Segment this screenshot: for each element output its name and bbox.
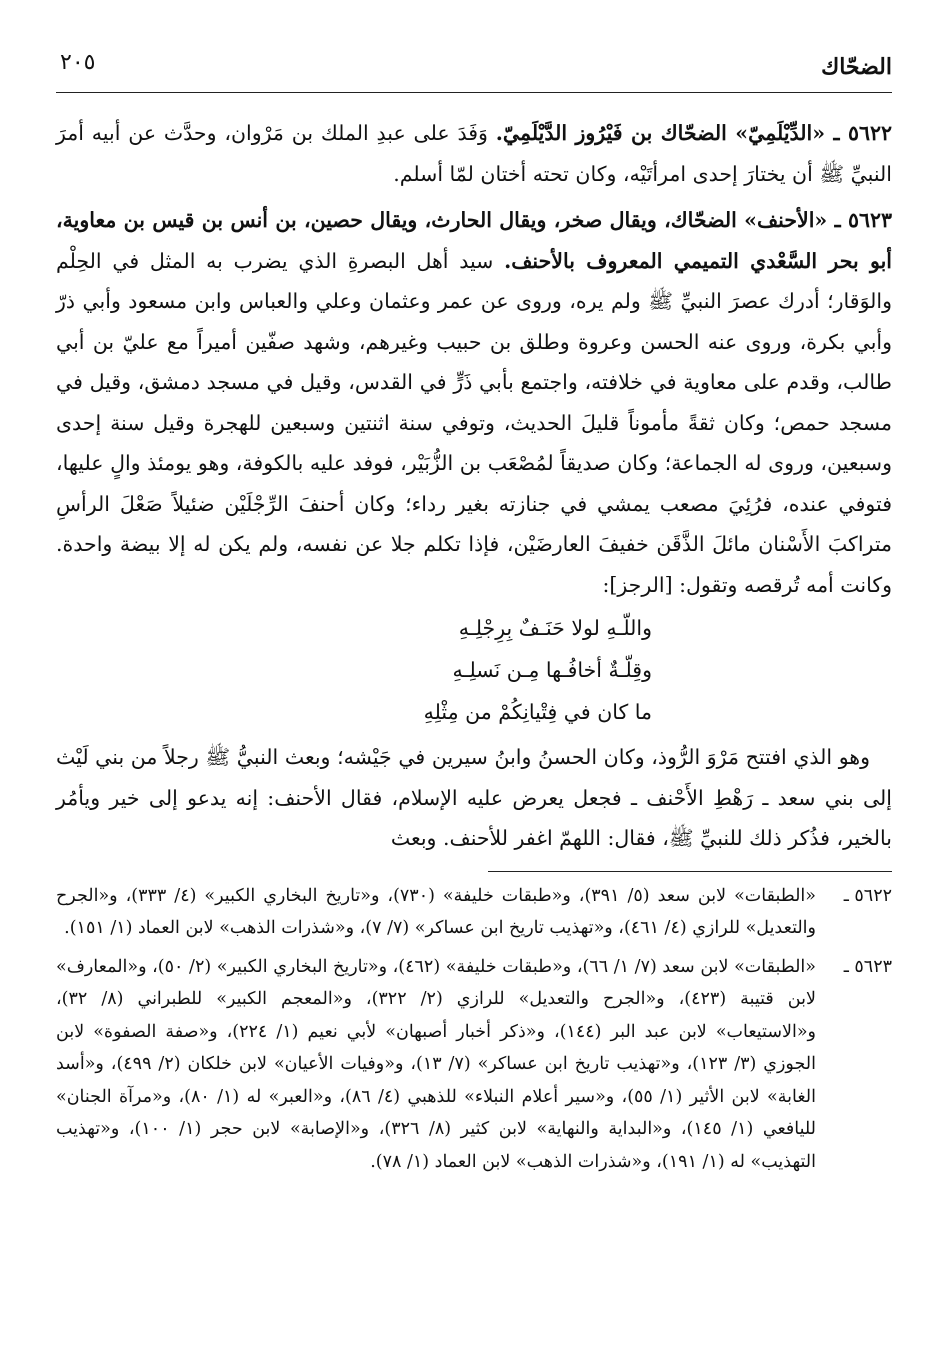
footnotes xyxy=(56,880,892,1179)
entry-number: ٥٦٢٢ ـ xyxy=(825,121,893,145)
poem xyxy=(56,607,892,733)
main-text xyxy=(56,113,892,859)
book-page xyxy=(56,44,892,1344)
footnote-divider xyxy=(488,871,892,872)
footnote-5623 xyxy=(56,951,892,1179)
entry-5622 xyxy=(56,113,892,194)
entry-5623 xyxy=(56,200,892,605)
page-header xyxy=(56,44,892,93)
running-title: الضحّاك xyxy=(821,54,892,80)
entry-heading: «الأحنف» الضحّاك، ويقال صخر، ويقال الحارث، ويقال حصين، بن أنس بن قيس بن معاوية، أبو بحر السَّعْدي التميمي المعروف بالأحنف. xyxy=(56,208,892,273)
footnote-text: «الطبقات» لابن سعد (٧/ ١/ ٦٦)، و«طبقات خليفة» (٤٦٢)، و«تاريخ البخاري الكبير» (٢/ ٥٠)، و«المعارف» لابن قتيبة (٤٢٣)، و«الجرح والتعديل» للرازي (٢/ ٣٢٢)، و«المعجم الكبير» للطبراني (٨/ ٣٢)، و«الاستيعاب» لابن عبد البر (١٤٤)، و«ذكر أخبار أصبهان» لأبي نعيم (١/ ٢٢٤)، و«صفة الصفوة» لابن الجوزي (٣/ ١٢٣)، و«تهذيب تاريخ ابن عساكر» (٧/ ١٣)، و«وفيات الأعيان» لابن خلكان (٢/ ٤٩٩)، و«أسد الغابة» لابن الأثير (١/ ٥٥)، و«سير أعلام النبلاء» للذهبي (٤/ ٨٦)، و«العبر» له (١/ ٨٠)، و«مرآة الجنان» لليافعي (١/ ١٤٥)، و«البداية والنهاية» لابن كثير (٨/ ٣٢٦)، و«الإصابة» لابن حجر (١/ ١٠٠)، و«تهذيب التهذيب» له (١/ ١٩١)، و«شذرات الذهب» لابن العماد (١/ ٧٨). xyxy=(56,956,817,1172)
entry-body: سيد أهل البصرةِ الذي يضرب به المثل في الحِلْم والوَقار؛ أدرك عصرَ النبيِّ ﷺ ولم يره، وروى عن عمر وعثمان وعلي والعباس وابن مسعود وأبي ذرّ وأبي بكرة، وروى عنه الحسن وعروة وطلق بن حبيب وغيرهم، وشهد صفّين أميراً مع عليّ بن أبي طالب، وقدم على معاوية في خلافته، واجتمع بأبي ذَرٍّ في القدس، وقيل في مسجد دمشق، وقيل في مسجد حمص؛ وكان ثقةً مأموناً قليلَ الحديث، وتوفي سنة اثنتين وسبعين للهجرة وقيل سنة إحدى وسبعين، وروى له الجماعة؛ وكان صديقاً لمُصْعَب بن الزُّبَيْر، فوفد عليه بالكوفة، وهو يومئذ والٍ عليها، فتوفي عنده، فرُئِيَ مصعب يمشي في جنازته بغير رداء؛ وكان أحنفَ الرِّجْلَيْن ضئيلاً صَعْلَ الرأسِ متراكبَ الأَسْنان مائلَ الذَّقَن خفيفَ العارضَيْن، فإذا تكلم جلا عن نفسه، ولم يكن له إلا بيضة واحدة. وكانت أمه تُرقصه وتقول: [الرجز]: xyxy=(56,248,892,597)
page-number: ٢٠٥ xyxy=(60,50,96,75)
poem-line: ما كان في فِتْيانِكُمْ من مِثْلِهِ xyxy=(423,700,652,724)
footnote-number: ٥٦٢٣ ـ xyxy=(843,956,892,977)
continuation-paragraph: وهو الذي افتتح مَرْوَ الرُّوذ، وكان الحسنُ وابنُ سيرين في جَيْشه؛ وبعث النبيُّ ﷺ رجلاً من بني لَيْث إلى بني سعد ـ رَهْطِ الأَحْنف ـ فجعل يعرض عليه الإسلام، فقال الأحنف: إنه يدعو إلى خير ويأمُر بالخير، فذُكر ذلك للنبيِّ ﷺ، فقال: اللهمّ اغفر للأحنف. وبعث xyxy=(56,745,892,850)
poem-line: واللّـهِ لولا حَنَـفٌ بِرِجْلِـهِ xyxy=(458,616,652,640)
entry-body: وَفَدَ على عبدِ الملك بن مَرْوان، وحدَّث عن أبيه أمرَ النبيِّ ﷺ أن يختارَ إحدى امرأتَيْه، وكان تحته أختان لمّا أسلم. xyxy=(56,121,892,186)
poem-line: وقِلّـةٌ أخافُـها مِـن نَسلِـهِ xyxy=(452,658,652,682)
footnote-5622 xyxy=(56,880,892,945)
footnote-text: «الطبقات» لابن سعد (٥/ ٣٩١)، و«طبقات خليفة» (٧٣٠)، و«تاريخ البخاري الكبير» (٤/ ٣٣٣)، و«الجرح والتعديل» للرازي (٤/ ٤٦١)، و«تهذيب تاريخ ابن عساكر» (٧/ ٧)، و«شذرات الذهب» لابن العماد (١/ ١٥١). xyxy=(56,885,816,938)
entry-number: ٥٦٢٣ ـ xyxy=(827,208,892,232)
entry-heading: «الدِّيْلَمِيّ» الضحّاك بن فَيْرُوز الدَّيْلَمِيّ. xyxy=(495,121,826,145)
footnote-number: ٥٦٢٢ ـ xyxy=(843,885,892,906)
